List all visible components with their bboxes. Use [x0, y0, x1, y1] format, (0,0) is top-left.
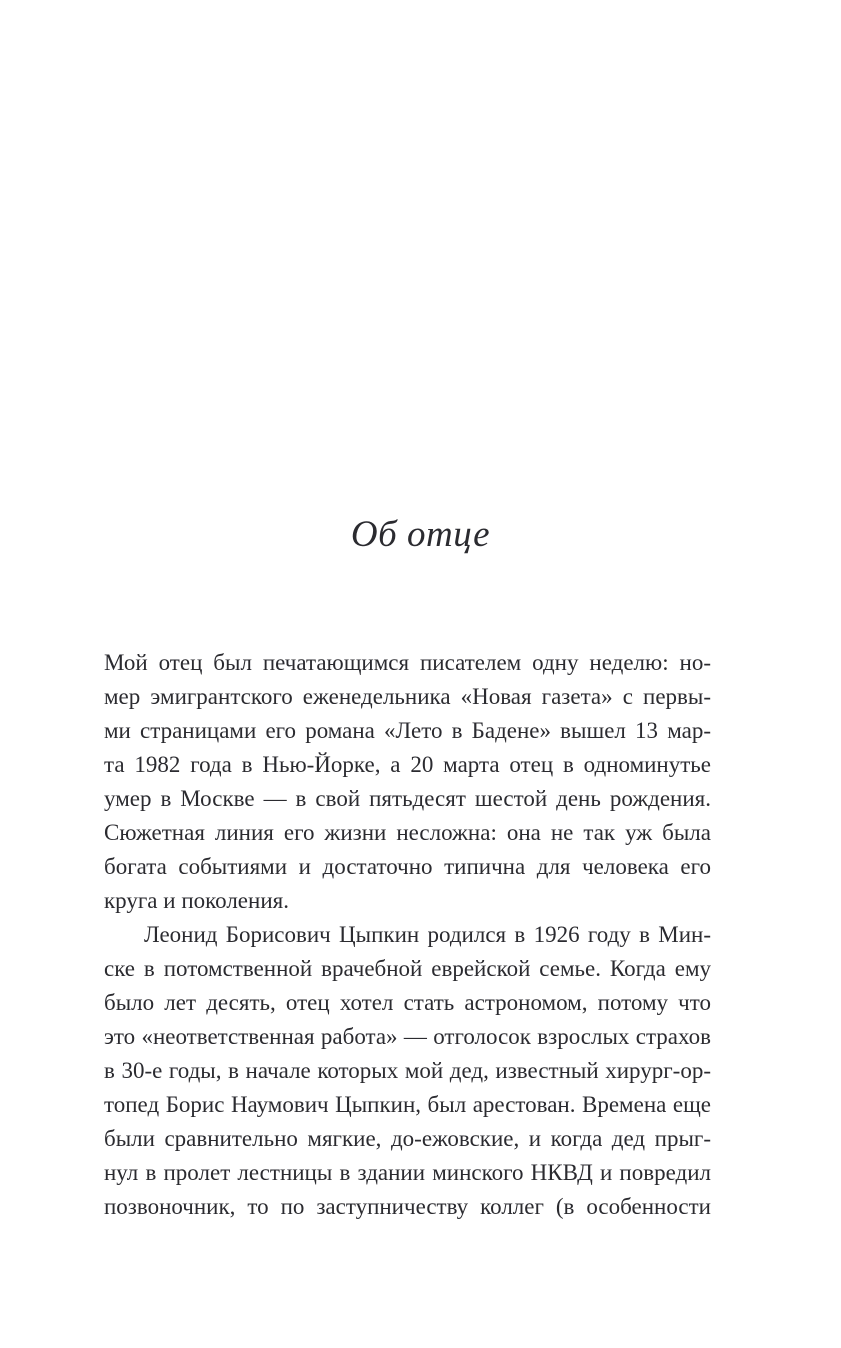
paragraph-2 [104, 918, 711, 1224]
text-line: Сюжетная линия его жизни несложна: она не так уж была [104, 820, 711, 845]
text-line: в 30-е годы, в начале которых мой дед, известный хирург-ор- [104, 1058, 711, 1083]
text-line: богата событиями и достаточно типична для человека его [104, 854, 711, 879]
text-line: нул в пролет лестницы в здании минского НКВД и повредил [104, 1160, 711, 1185]
text-line: были сравнительно мягкие, до-ежовские, и когда дед прыг- [104, 1126, 711, 1151]
text-line: позвоночник, то по заступничеству коллег (в особенности [104, 1194, 711, 1219]
text-line: ске в потомственной врачебной еврейской семье. Когда ему [104, 956, 711, 981]
text-line: было лет десять, отец хотел стать астрономом, потому что [104, 990, 711, 1015]
body-text [104, 646, 711, 1224]
text-line: это «неответственная работа» — отголосок взрослых страхов [104, 1024, 711, 1049]
text-line: ми страницами его романа «Лето в Бадене» вышел 13 мар- [104, 718, 711, 743]
chapter-title: Об отце [350, 514, 491, 555]
paragraph-1 [104, 646, 711, 918]
text-line: умер в Москве — в свой пятьдесят шестой день рождения. [104, 786, 711, 811]
text-line: круга и поколения. [104, 888, 289, 913]
text-line: Леонид Борисович Цыпкин родился в 1926 году в Мин- [144, 922, 711, 947]
text-line: топед Борис Наумович Цыпкин, был арестован. Времена еще [104, 1092, 711, 1117]
text-line: Мой отец был печатающимся писателем одну неделю: но- [104, 650, 711, 675]
text-line: та 1982 года в Нью-Йорке, а 20 марта отец в одноминутье [104, 752, 711, 777]
text-line: мер эмигрантского еженедельника «Новая газета» с первы- [104, 684, 711, 709]
